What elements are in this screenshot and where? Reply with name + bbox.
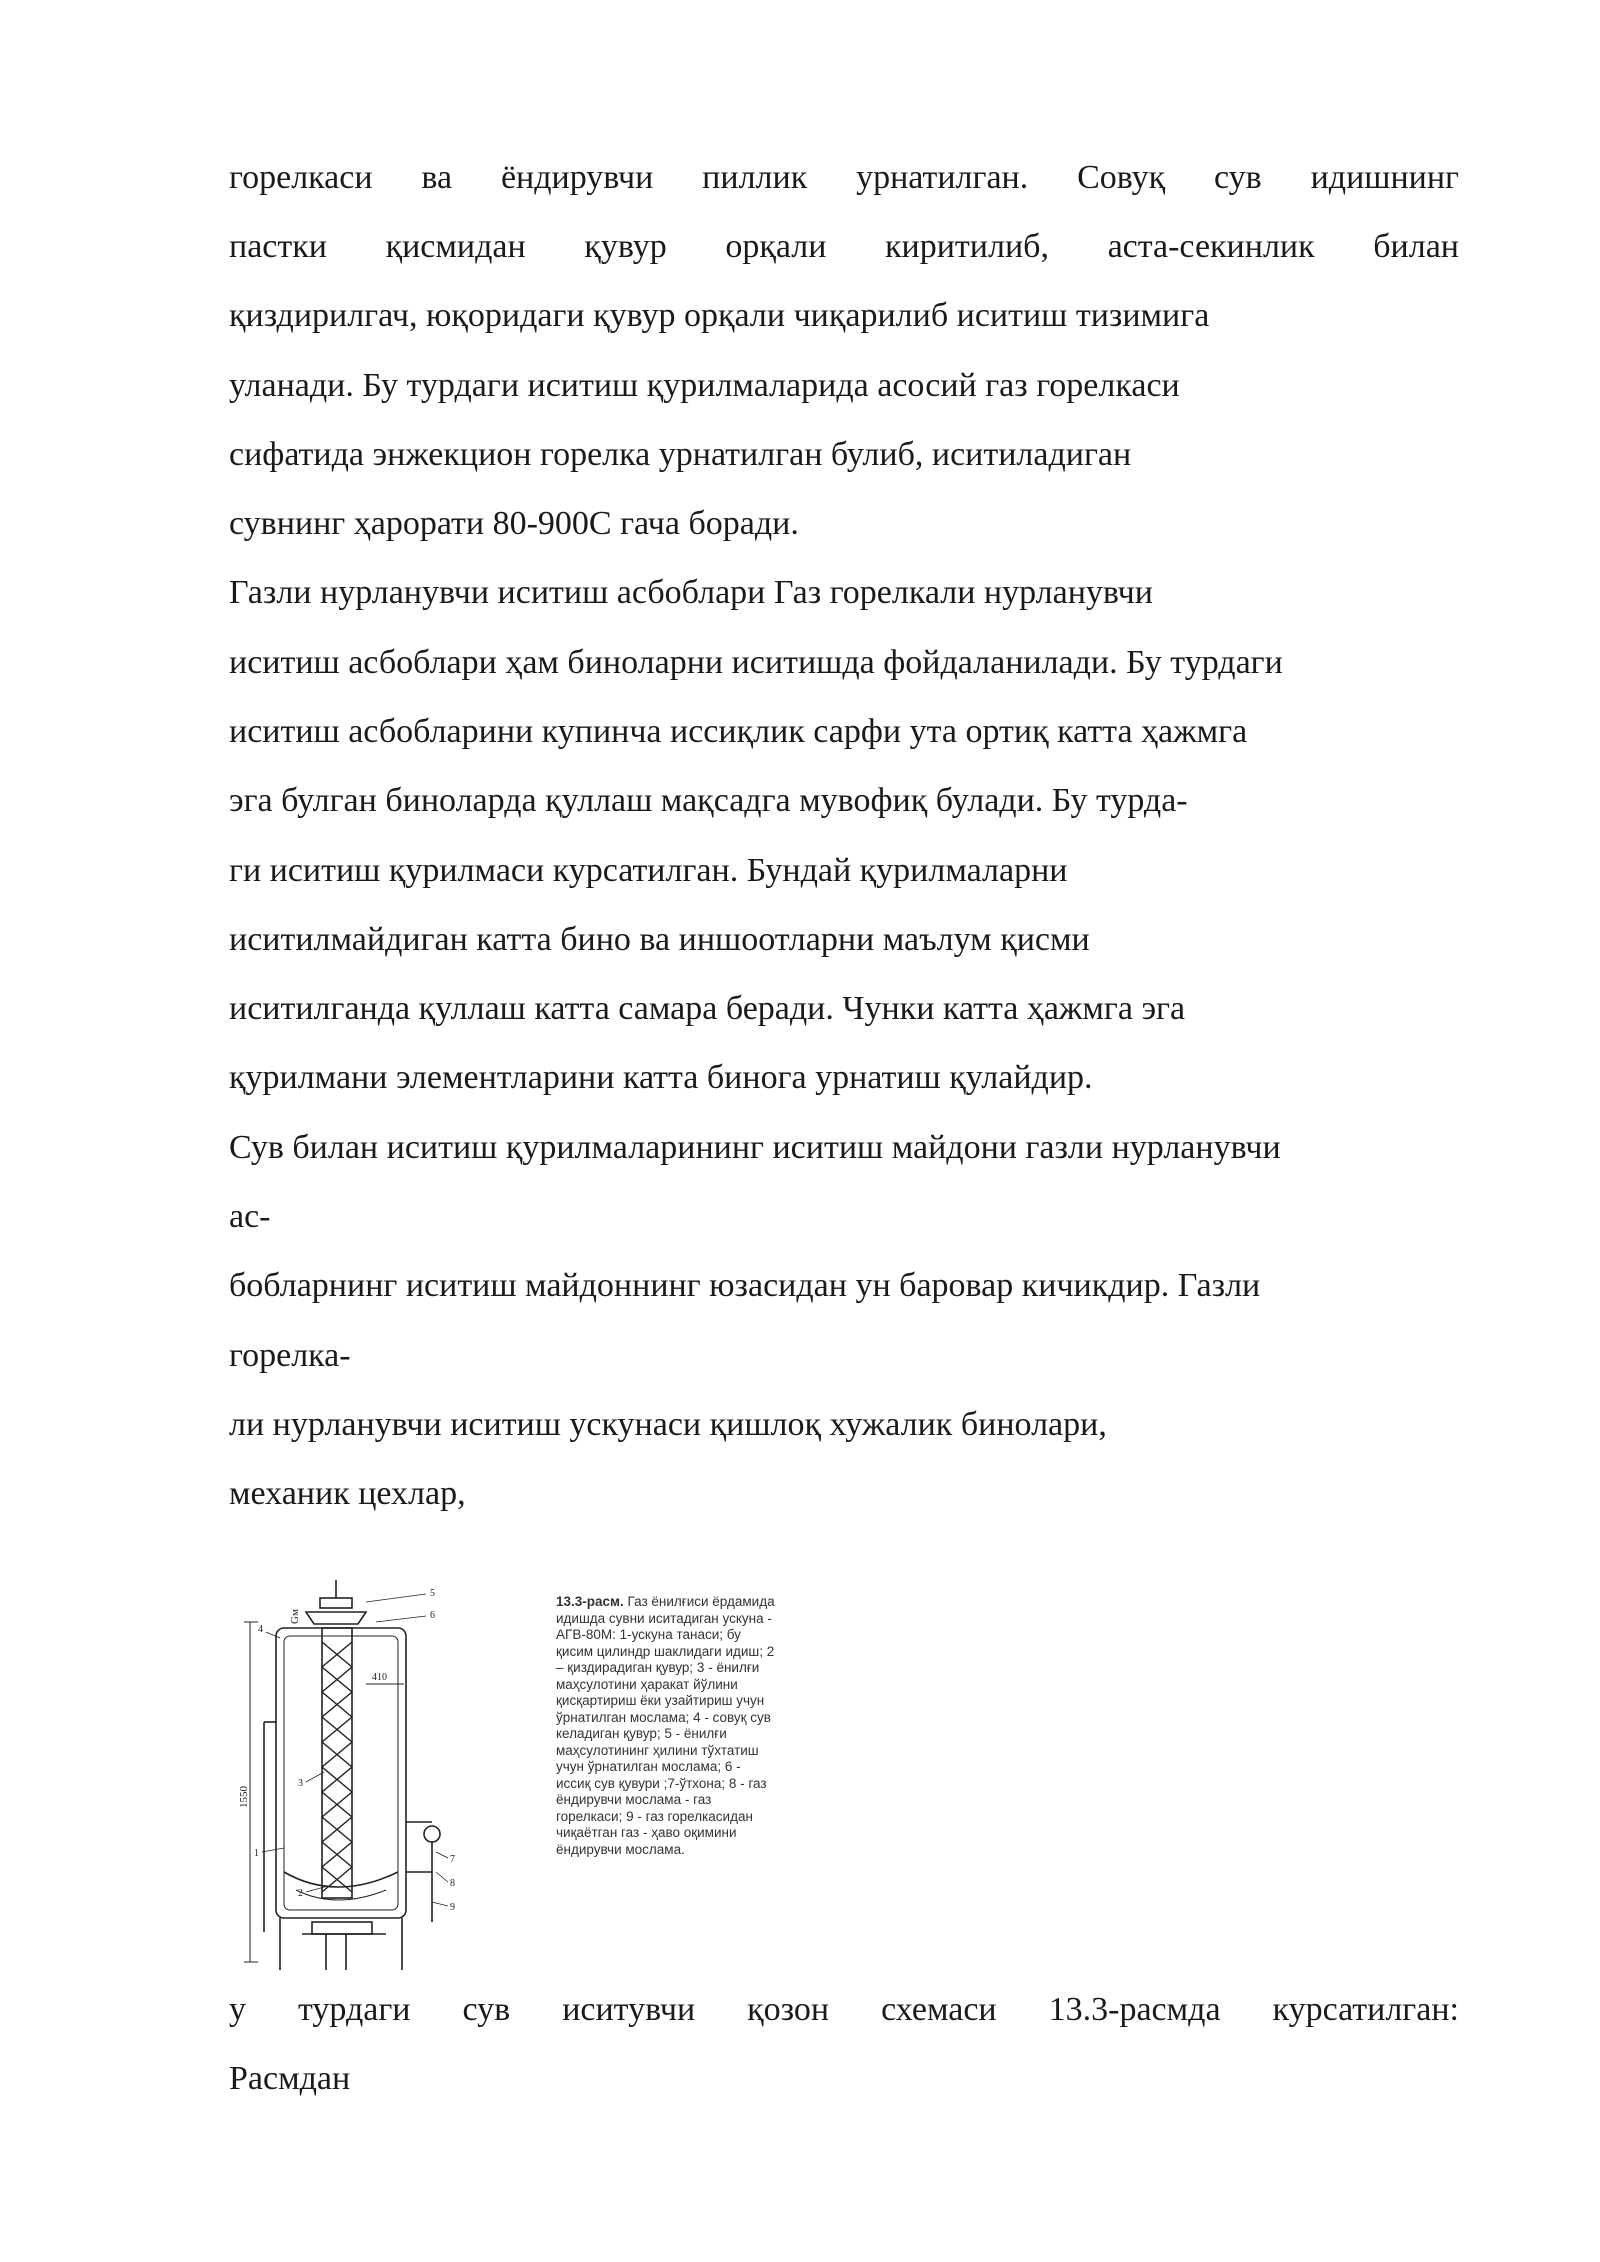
text-line: ги иситиш қурилмаси курсатилган. Бундай қурилмаларни xyxy=(229,852,1068,889)
figure-caption-text: Газ ёнилғиси ёрдамида идишда сувни иситадиган ускуна - АГВ-80М: 1-ускуна танаси; бу қисим цилиндр шаклидаги идиш; 2 – қиздирадиган қувур; 3 - ёнилғи маҳсулотини ҳаракат йўлини қисқартириш ёки узайтириш учун ўрнатилган мослама; 4 - совуқ сув келадиган қувур; 5 - ёнилғи маҳсулотининг ҳилини тўхтатиш учун ўрнатилган мослама; 6 - иссиқ сув қувури ;7-ўтхона; 8 - газ ёндирувчи мослама - газ горелкаси; 9 - газ горелкасидан чиқаётган газ - ҳаво оқимини ёндирувчи мослама. xyxy=(556,1594,775,1857)
part-label: 6 xyxy=(430,1610,435,1621)
water-heater-diagram xyxy=(236,1572,476,1980)
text-line: қурилмани элементларини катта бинога урнатиш қулайдир. xyxy=(229,1059,1093,1096)
part-label: 7 xyxy=(450,1854,455,1865)
text-line: сифатида энжекцион горелка урнатилган булиб, иситиладиган xyxy=(229,436,1132,473)
text-line: механик цехлар, xyxy=(229,1475,466,1512)
text-line: Сув билан иситиш қурилмаларининг иситиш майдони газли нурланувчи xyxy=(229,1129,1281,1166)
text-line: ас- xyxy=(229,1198,271,1235)
part-label: 5 xyxy=(430,1588,435,1599)
text-line: бобларнинг иситиш майдоннинг юзасидан ун баровар кичикдир. Газли xyxy=(229,1267,1261,1304)
part-label: 9 xyxy=(450,1902,455,1913)
part-label: 8 xyxy=(450,1878,455,1889)
svg-text:410: 410 xyxy=(372,1672,387,1683)
text-line: уланади. Бу турдаги иситиш қурилмаларида асосий газ горелкаси xyxy=(229,367,1180,404)
text-line: иситилганда қуллаш катта самара беради. Чунки катта ҳажмга эга xyxy=(229,990,1186,1027)
text-line: ли нурланувчи иситиш ускунаси қишлоқ хужалик бинолари, xyxy=(229,1406,1107,1443)
part-label: 4 xyxy=(258,1624,263,1635)
text-line: горелка- xyxy=(229,1337,351,1374)
text-line: иситиш асбобларини купинча иссиқлик сарфи ута ортиқ катта ҳажмга xyxy=(229,713,1248,750)
text-line: иситилмайдиган катта бино ва иншоотларни маълум қисми xyxy=(229,921,1090,958)
text-line: иситиш асбоблари ҳам биноларни иситишда фойдаланилади. Бу турдаги xyxy=(229,644,1283,681)
figure-caption xyxy=(556,1594,776,1858)
dimension-height: 1550 xyxy=(238,1786,250,1808)
text-line: у турдаги сув иситувчи қозон схемаси 13.3-расмда курсатилган: xyxy=(229,1991,1459,2028)
part-label: 1 xyxy=(254,1848,259,1859)
part-label: 2 xyxy=(298,1888,303,1899)
text-line: сувнинг ҳарорати 80-900С гача боради. xyxy=(229,505,799,542)
svg-text:Gм: Gм xyxy=(289,1609,301,1624)
text-line: қиздирилгач, юқоридаги қувур орқали чиқарилиб иситиш тизимига xyxy=(229,297,1210,334)
text-line: эга булган биноларда қуллаш мақсадга мувофиқ булади. Бу турда- xyxy=(229,782,1188,819)
text-line: пастки қисмидан қувур орқали киритилиб, аста-секинлик билан xyxy=(229,228,1459,265)
text-line: горелкаси ва ёндирувчи пиллик урнатилган. Совуқ сув идишнинг xyxy=(229,159,1459,196)
part-label: 3 xyxy=(298,1778,303,1789)
text-line: Расмдан xyxy=(229,2060,351,2097)
figure-caption-title: 13.3-расм. xyxy=(556,1594,624,1609)
section-heading-line: Газли нурланувчи иситиш асбоблари Газ горелкали нурланувчи xyxy=(229,574,1153,611)
